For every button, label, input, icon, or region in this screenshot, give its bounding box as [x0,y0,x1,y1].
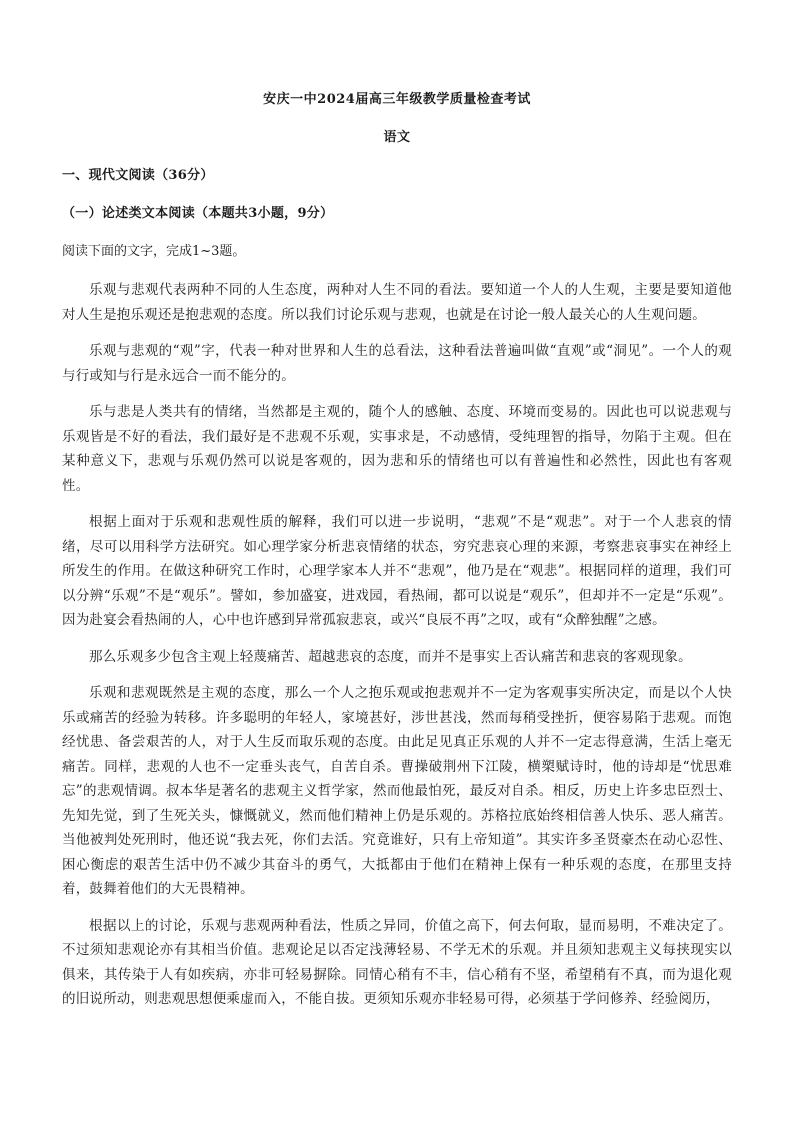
passage-paragraph: 乐观与悲观代表两种不同的人生态度，两种对人生不同的看法。要知道一个人的人生观，主要是要知道他对人生是抱乐观还是抱悲观的态度。所以我们讨论乐观与悲观，也就是在讨论一般人最关心的人生观问题。 [62,282,732,323]
section-heading: 一、现代文阅读（36分） [62,168,214,183]
passage-paragraph: 那么乐观多少包含主观上轻蔑痛苦、超越悲哀的态度，而并不是事实上否认痛苦和悲哀的客观现象。 [89,648,692,665]
exam-title: 安庆一中2024届高三年级教学质量检查考试 [263,92,531,107]
reading-passage [62,278,732,1012]
passage-paragraph: 乐观和悲观既然是主观的态度，那么一个人之抱乐观或抱悲观并不一定为客观事实所决定，而是以个人快乐或痛苦的经验为转移。许多聪明的年轻人，家境甚好，涉世甚浅，然而每稍受挫折，便容易陷于悲观。而饱经忧患、备尝艰苦的人，对于人生反而取乐观的态度。由此足见真正乐观的人并不一定志得意满，生活上毫无痛苦。同样，悲观的人也不一定垂头丧气，自苦自杀。曹操破荆州下江陵，横槊赋诗时，他的诗却是“忧思难忘”的悲观情调。叔本华是著名的悲观主义哲学家，然而他最怕死，最反对自杀。相反，历史上许多忠臣烈士、先知先觉，到了生死关头，慷慨就义，然而他们精神上仍是乐观的。苏格拉底始终相信善人快乐、恶人痛苦。当他被判处死刑时，他还说“我去死，你们去活。究竟谁好，只有上帝知道”。其实许多圣贤豪杰在动心忍性、困心衡虑的艰苦生活中仍不减少其奋斗的勇气，大抵都由于他们在精神上保有一种乐观的态度，在那里支持着，鼓舞着他们的大无畏精神。 [62,685,732,897]
passage-paragraph: 根据以上的讨论，乐观与悲观两种看法，性质之异同，价值之高下，何去何取，显而易明，不难决定了。不过须知悲观论亦有其相当价值。悲观论足以否定浅薄轻易、不学无术的乐观。并且须知悲观主义每挟现实以俱来，其传染于人有如疾病，亦非可轻易摒除。同情心稍有不丰，信心稍有不坚，希望稍有不真，而为退化观的旧说所动，则悲观思想便乘虚而入，不能自拔。更须知乐观亦非轻易可得，必须基于学问修养、经验阅历， [62,917,732,1007]
subsection-heading: （一）论述类文本阅读（本题共3小题，9分） [62,206,334,221]
passage-paragraph: 根据上面对于乐观和悲观性质的解释，我们可以进一步说明，“悲观”不是“观悲”。对于一个人悲哀的情绪，尽可以用科学方法研究。如心理学家分析悲哀情绪的状态，穷究悲哀心理的来源，考察悲哀事实在神经上所发生的作用。在做这种研究工作时，心理学家本人并不“悲观”，他乃是在“观悲”。根据同样的道理，我们可以分辨“乐观”不是“观乐”。譬如，参加盛宴，进戏园，看热闹，都可以说是“观乐”，但却并不一定是“乐观”。因为赴宴会看热闹的人，心中也许感到异常孤寂悲哀，或兴“良辰不再”之叹，或有“众醉独醒”之感。 [62,514,732,628]
reading-instruction: 阅读下面的文字，完成1~3题。 [62,244,246,259]
subject-title: 语文 [383,130,411,145]
passage-paragraph: 乐观与悲观的“观”字，代表一种对世界和人生的总看法，这种看法普遍叫做“直观”或“洞见”。一个人的观与行或知与行是永远合一而不能分的。 [62,343,732,384]
passage-paragraph: 乐与悲是人类共有的情绪，当然都是主观的，随个人的感触、态度、环境而变易的。因此也可以说悲观与乐观皆是不好的看法，我们最好是不悲观不乐观，实事求是，不动感情，受纯理智的指导，勿陷于主观。但在某种意义下，悲观与乐观仍然可以说是客观的，因为悲和乐的情绪也可以有普遍性和必然性，因此也有客观性。 [62,404,732,494]
